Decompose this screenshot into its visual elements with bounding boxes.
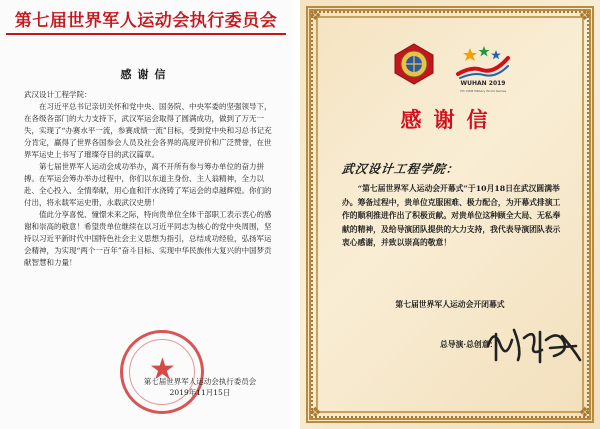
left-thank-you-letter — [0, 0, 292, 429]
letter-title: 感谢信 — [120, 68, 172, 81]
logo-subtext: 7th CISM Military World Games — [459, 89, 507, 93]
logo-text: WUHAN 2019 — [460, 80, 506, 87]
letterhead: 第七届世界军人运动会执行委员会 — [14, 11, 278, 31]
letter-paragraph: 在习近平总书记亲切关怀和党中央、国务院、中央军委的坚强领导下，在各级各部门的大力支持下，武汉军运会取得了圆满成功，做到了万无一失，实现了“办赛水平一流，参赛成绩一流”目标，受到党中央和习总书记充分肯定，赢得了世界各国参会人员及社会各界的高度评价和广泛赞誉，在世界军运史上书写了璀璨夺目的武汉篇章。 — [24, 102, 272, 159]
certificate — [300, 0, 600, 429]
director-sign-label: 总导演·总创意： — [440, 340, 498, 349]
certificate-title: 感谢信 — [400, 107, 500, 132]
handwritten-signature — [484, 320, 584, 365]
letterhead-divider — [6, 33, 286, 35]
corner-ornament-icon: ❖ — [578, 8, 591, 24]
corner-ornament-icon: ❖ — [309, 405, 322, 421]
certificate-recipient: 武汉设计工程学院： — [340, 162, 460, 176]
letter-date: 2019年11月15日 — [169, 388, 231, 397]
certificate-paragraph: “第七届世界军人运动会开幕式”于10月18日在武汉圆满举办。筹备过程中，贵单位克服困难、极力配合，为开幕式排演工作的顺利推进作出了积极贡献。对贵单位这种顾全大局、无私奉献的精神，及给导演团队提供的大力支持，我代表导演团队表示衷心感谢，并致以崇高的敬意！ — [342, 184, 561, 248]
corner-ornament-icon: ❖ — [309, 8, 322, 24]
cism-emblem-icon — [392, 42, 436, 86]
letter-paragraph: 值此分享喜悦、憧憬未来之际，特向贵单位全体干部职工表示衷心的感谢和崇高的敬意！希望贵单位继续在以习近平同志为核心的党中央周围，坚持以习近平新时代中国特色社会主义思想为指引，总结成功经验，弘扬军运会精神，为实现“两个一百年”奋斗目标、实现中华民族伟大复兴的中国梦贡献智慧和力量！ — [24, 210, 272, 267]
official-seal-stamp — [120, 330, 204, 414]
letter-body — [24, 89, 276, 269]
certificate-body — [342, 182, 568, 250]
letter-salutation: 武汉设计工程学院： — [24, 90, 92, 99]
letter-signature-block — [120, 376, 280, 398]
corner-ornament-icon: ❖ — [578, 405, 591, 421]
letter-paragraph: 第七届世界军人运动会成功举办，离不开所有参与筹办单位的奋力拼搏。在军运会筹办举办过程中，你们以东道主身份、主人翁精神，全力以赴、全心投入、全情奉献，用心血和汗水浇铸了军运会的卓越辉煌。你们的付出，将永载军运史册，永载武汉史册！ — [24, 162, 272, 207]
certificate-organizer: 第七届世界军人运动会开闭幕式 — [395, 300, 505, 309]
letter-signatory: 第七届世界军人运动会执行委员会 — [143, 377, 257, 386]
star-icon: ★ — [149, 352, 176, 387]
